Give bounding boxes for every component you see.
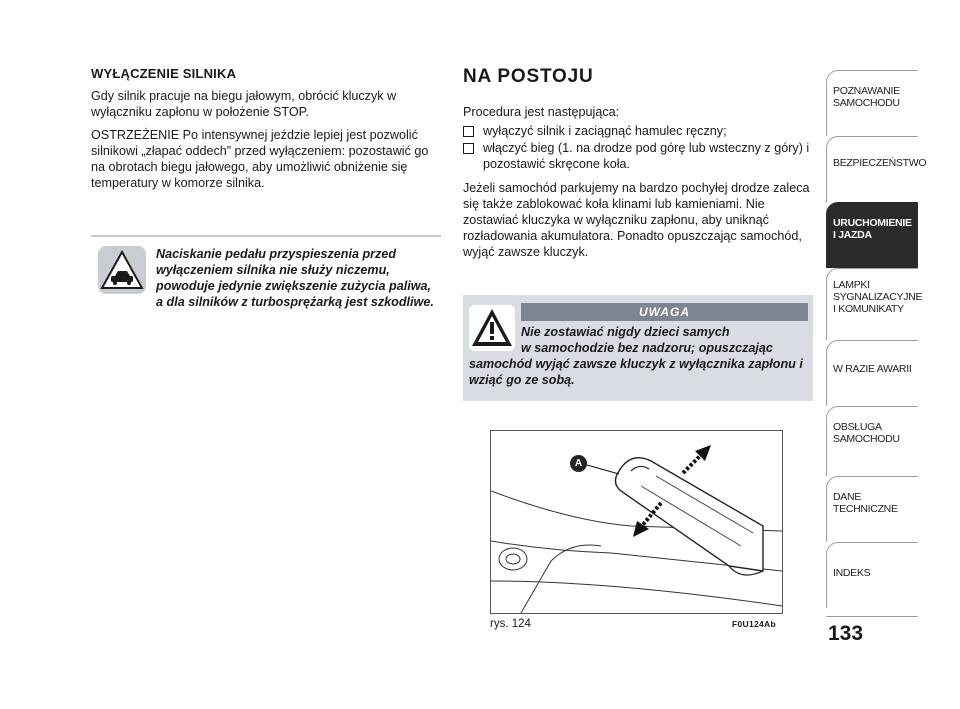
callout-a: A [570,455,587,472]
car-warning-icon [98,246,146,294]
page-number: 133 [828,622,864,645]
warning-title: UWAGA [521,303,808,321]
paragraph: OSTRZEŻENIE Po intensywnej jeździe lepiej jest pozwolić silnikowi „złapać oddech” przed wyłączeniem: pozostawić go na obrotach biegu jałowego, aby umożliwić obniżenie się temperatury w komorze silnika. [91,128,429,190]
tab-w-razie-awarii[interactable]: W RAZIE AWARII [826,340,918,406]
figure-code: F0U124Ab [732,619,776,629]
steps-list [463,123,813,172]
warning-line: w samochodzie bez nadzoru; opuszczając [521,341,773,355]
warning-line: Nie zostawiać nigdy dzieci samych [521,325,730,339]
divider [91,235,441,237]
checkbox-bullet-icon [463,126,474,137]
checkbox-bullet-icon [463,143,474,154]
tab-poznawanie-samochodu[interactable]: POZNAWANIE SAMOCHODU [826,70,918,136]
warning-text [469,324,809,388]
figure-caption: rys. 124 [490,618,531,630]
section-heading: NA POSTOJU [463,66,594,87]
engine-off-section [91,66,441,198]
tab-uruchomienie-i-jazda[interactable]: URUCHOMIENIE I JAZDA [826,202,918,268]
tab-obsluga-samochodu[interactable]: OBSŁUGA SAMOCHODU [826,406,918,476]
paragraph: Procedura jest następująca: [463,105,620,119]
handbrake-illustration [490,430,783,614]
tab-dane-techniczne[interactable]: DANE TECHNICZNE [826,476,918,542]
warning-line: samochód wyjąć zawsze kluczyk z wyłącznika zapłonu i wziąć go ze sobą. [469,357,803,387]
list-item: wyłączyć silnik i zaciągnąć hamulec ręczny; [463,123,813,139]
warning-box [463,295,813,401]
section-heading: WYŁĄCZENIE SILNIKA [91,66,237,81]
paragraph: Jeżeli samochód parkujemy na bardzo pochyłej drodze zaleca się także zablokować koła klinami lub kamieniami. Nie zostawiać kluczyka w wyłączniku zapłonu, aby uniknąć rozładowania akumulatora. Ponadto opuszczając samochód, wyjąć zawsze kluczyk. [463,181,810,259]
tabs-bottom-line [826,616,918,617]
parking-section [463,66,813,267]
list-item: włączyć bieg (1. na drodze pod górę lub wsteczny z góry) i pozostawić skręcone koła. [463,140,813,172]
tab-indeks[interactable]: INDEKS [826,542,918,608]
paragraph: Gdy silnik pracuje na biegu jałowym, obrócić kluczyk w wyłączniku zapłonu w położenie STOP. [91,89,397,119]
chapter-tabs [826,70,927,608]
tab-bezpieczenstwo[interactable]: BEZPIECZEŃSTWO [826,136,918,202]
tab-lampki-sygnalizacyjne[interactable]: LAMPKI SYGNALIZACYJNE I KOMUNIKATY [826,268,918,340]
note-box [91,246,441,310]
note-text: Naciskanie pedału przyspieszenia przed wyłączeniem silnika nie służy niczemu, powoduje jedynie zwiększenie zużycia paliwa, a dla silników z turbosprężarką jest szkodliwe. [156,247,434,309]
